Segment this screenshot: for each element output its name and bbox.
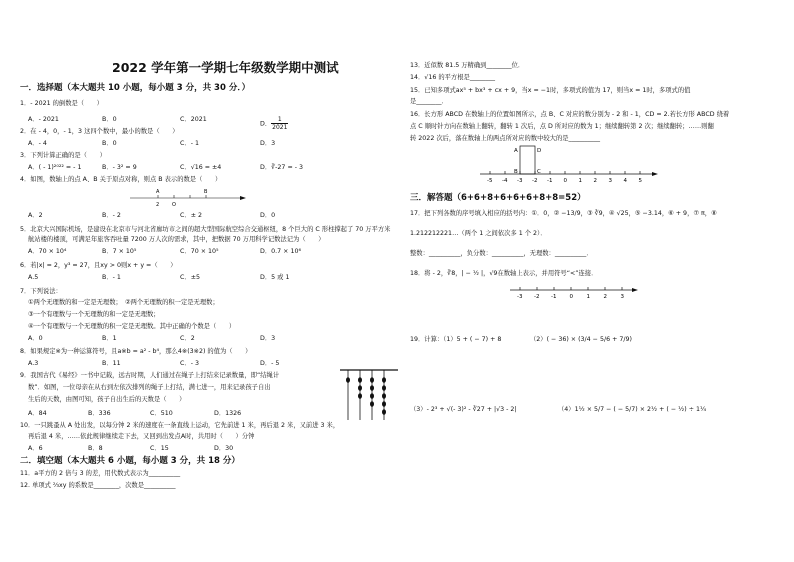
question-16-cont-2: 转 2022 次后，落在数轴上的两点所对应的数中较大的是__________ bbox=[410, 135, 601, 142]
q16-tick-label-9: 4 bbox=[623, 178, 627, 184]
question-17-answers: 整数：__________，负分数：__________，无理数：__________． bbox=[410, 250, 593, 257]
q5-option-c: C．70 × 10⁵ bbox=[180, 248, 219, 255]
q10-option-d: D．30 bbox=[214, 445, 234, 452]
q4-option-c: C．± 2 bbox=[180, 212, 202, 219]
q4-label-b: B bbox=[204, 189, 208, 195]
question-19-part-1: 19．计算：（1）5 + ( − 7) + 8 bbox=[410, 336, 502, 343]
q6-option-d: D．5 或 1 bbox=[260, 274, 290, 281]
q18-number-line bbox=[510, 282, 640, 302]
q1-option-c: C．2021 bbox=[180, 116, 207, 123]
q8-option-c: C．- 3 bbox=[180, 360, 199, 367]
q9-option-c: C．510 bbox=[150, 410, 173, 417]
q16-label-b: B bbox=[514, 169, 518, 175]
q16-rectangle-number-line bbox=[480, 142, 660, 186]
q2-option-d: D．3 bbox=[260, 140, 276, 147]
q7-option-b: B．1 bbox=[102, 335, 117, 342]
question-9-cont: 数”．如图，一位母亲在从右到左依次排列的绳子上打结，满七进一，用来记录孩子自出 bbox=[28, 384, 271, 391]
page-title: 2022 学年第一学期七年级数学期中测试 bbox=[112, 60, 339, 75]
q3-option-c: C．√16 = ±4 bbox=[180, 164, 222, 171]
q18-tick-label-2: -1 bbox=[551, 294, 557, 300]
q16-tick-label-8: 3 bbox=[608, 178, 612, 184]
question-8: 8．如果规定※为一种运算符号，且a※b = a² - b⁴，那么4※(3※2) 的值为（ ） bbox=[20, 348, 252, 355]
question-1: 1．- 2021 的倒数是（ ） bbox=[20, 100, 103, 107]
q4-number-line bbox=[128, 186, 248, 208]
q4-label-o: O bbox=[172, 202, 176, 208]
q7-item-2: ③一个有理数与一个无理数的和一定是无理数； bbox=[28, 311, 160, 318]
q8-option-a: A.3 bbox=[28, 360, 39, 367]
q18-tick-label-1: -2 bbox=[534, 294, 540, 300]
question-11: 11．a平方的 2 倍与 3 的差，用代数式表示为__________ bbox=[20, 470, 181, 477]
question-18: 18．将 - 2，∛8，| − ½ |，√9在数轴上表示，并用符号“<”连接． bbox=[410, 270, 598, 277]
question-19-part-3: （3）- 2³ + √(- 3)² - ∛27 + |√3 - 2| bbox=[410, 406, 517, 413]
q9-option-d: D．1326 bbox=[214, 410, 242, 417]
q7-option-c: C．2 bbox=[180, 335, 195, 342]
q1-fraction: $\frac{1}{2021}$ bbox=[272, 116, 288, 131]
question-6: 6．若|x| = 2，y³ = 27，且xy > 0则x + y =（ ） bbox=[20, 262, 177, 269]
q3-option-b: B．- 3² = 9 bbox=[102, 164, 137, 171]
q4-option-b: B．- 2 bbox=[102, 212, 121, 219]
q10-option-c: C．15 bbox=[150, 445, 169, 452]
q16-tick-label-2: -3 bbox=[517, 178, 523, 184]
question-19-part-2: （2）( − 36) × (3/4 − 5/6 + 7/9) bbox=[530, 336, 632, 343]
q5-option-d: D．0.7 × 10⁶ bbox=[260, 248, 301, 255]
q16-tick-label-7: 2 bbox=[593, 178, 597, 184]
section-3-heading: 三．解答题（6+6+8+6+6+6+8+8=52） bbox=[410, 193, 586, 203]
q4-option-a: A．2 bbox=[28, 212, 43, 219]
q8-option-d: D．- 5 bbox=[260, 360, 280, 367]
question-19-part-4: （4）1½ × 5/7 − ( − 5/7) × 2½ + ( − ½) ÷ 1¼ bbox=[558, 406, 707, 413]
q18-tick-label-4: 1 bbox=[586, 294, 590, 300]
q4-label-2: 2 bbox=[156, 202, 160, 208]
section-1-heading: 一．选择题（本大题共 10 小题，每小题 3 分，共 30 分．） bbox=[20, 83, 251, 93]
question-15: 15．已知多项式ax⁵ + bx³ + cx + 9，当x = −1时，多项式的值为 17，则当x = 1时，多项式的值 bbox=[410, 87, 691, 94]
question-5-cont: 航站楼的楼顶，可满足年旅客吞吐量 7200 万人次的需求，其中，把数据 70 万用科学记数法记为（ ） bbox=[28, 236, 325, 243]
q18-tick-label-3: 0 bbox=[569, 294, 573, 300]
section-2-heading: 二．填空题（本大题共 6 小题，每小题 3 分，共 18 分） bbox=[20, 456, 240, 466]
q7-option-d: D．3 bbox=[260, 335, 276, 342]
q16-tick-label-10: 5 bbox=[638, 178, 642, 184]
q6-option-c: C．±5 bbox=[180, 274, 200, 281]
question-9: 9．我国古代《易经》一书中记载，远古时期，人们通过在绳子上打结来记录数量，即“结绳计 bbox=[20, 372, 280, 379]
q16-tick-label-5: 0 bbox=[563, 178, 567, 184]
knotted-rope-figure bbox=[338, 366, 400, 424]
question-17-cont: 1.212212221…（两个 1 之间依次多 1 个 2）． bbox=[410, 230, 547, 237]
q6-option-a: A.5 bbox=[28, 274, 39, 281]
question-10: 10．一只跳蚤从 A 处出发，以每分钟 2 米的速度在一条直线上运动，它先前进 1 米，再后退 2 米，又前进 3 米， bbox=[20, 422, 340, 429]
question-12: 12. 单项式 ⅔xy 的系数是________，次数是__________ bbox=[20, 482, 176, 489]
q1-option-d: D． $\frac{1}{2021}$ bbox=[260, 116, 288, 131]
question-14: 14．√16 的平方根是________ bbox=[410, 74, 496, 81]
q9-option-b: B．336 bbox=[88, 410, 111, 417]
q18-tick-label-0: -3 bbox=[517, 294, 523, 300]
q3-option-a: A．( - 1)²⁰²² = - 1 bbox=[28, 164, 82, 171]
q7-option-a: A．0 bbox=[28, 335, 43, 342]
q16-tick-label-1: -4 bbox=[502, 178, 508, 184]
q1-option-a: A．- 2021 bbox=[28, 116, 59, 123]
question-5: 5．北京大兴国际机场，是建设在北京市与河北省廊坊市之间的超大型国际航空综合交通枢纽，8 个巨大的 C 形柱撑起了 70 万平方米 bbox=[20, 226, 391, 233]
q7-item-3: ④一个有理数与一个无理数的积一定是无理数。其中正确的个数是（ ） bbox=[28, 323, 236, 330]
question-7: 7．下列说法： bbox=[20, 288, 62, 295]
q7-item-1: ①两个无理数的和一定是无理数； ②两个无理数的积一定是无理数； bbox=[28, 299, 219, 306]
q5-option-b: B．7 × 10⁵ bbox=[102, 248, 137, 255]
question-16: 16．长方形 ABCD 在数轴上的位置如图所示，点 B、C 对应的数分别为 - 2 和 - 1，CD = 2.若长方形 ABCD 绕着 bbox=[410, 111, 730, 118]
question-3: 3．下列计算正确的是（ ） bbox=[20, 152, 106, 159]
question-15-cont: 是________． bbox=[410, 98, 448, 105]
q8-option-b: B．11 bbox=[102, 360, 121, 367]
q2-option-c: C．- 1 bbox=[180, 140, 199, 147]
question-9-cont-2: 生后的天数，由图可知，孩子自出生后的天数是（ ） bbox=[28, 396, 186, 403]
q16-tick-label-6: 1 bbox=[578, 178, 582, 184]
q16-label-c: C bbox=[537, 169, 541, 175]
q9-option-a: A．84 bbox=[28, 410, 47, 417]
q16-tick-label-0: -5 bbox=[487, 178, 493, 184]
question-13: 13．近似数 81.5 万精确到________位． bbox=[410, 62, 525, 69]
q16-tick-label-4: -1 bbox=[547, 178, 553, 184]
question-10-cont: 再后退 4 米，……依此规律继续走下去，又回到出发点A时，共用时（ ）分钟 bbox=[28, 433, 255, 440]
q18-tick-label-5: 2 bbox=[603, 294, 607, 300]
q16-tick-label-3: -2 bbox=[532, 178, 538, 184]
q16-label-d: D bbox=[537, 148, 542, 154]
q10-option-b: B．8 bbox=[88, 445, 103, 452]
q2-option-b: B．0 bbox=[102, 140, 117, 147]
q3-option-d: D．∛-27 = - 3 bbox=[260, 164, 304, 171]
question-16-cont: 点 C 顺时针方向在数轴上翻转，翻转 1 次后，点 D 所对应的数为 1；继续翻转第 2 次；继续翻转；……则翻 bbox=[410, 123, 714, 130]
q6-option-b: B．- 1 bbox=[102, 274, 121, 281]
q5-option-a: A．70 × 10⁴ bbox=[28, 248, 67, 255]
question-4: 4．如图，数轴上的点 A、B 关于原点对称，则点 B 表示的数是（ ） bbox=[20, 176, 222, 183]
q4-option-d: D．0 bbox=[260, 212, 276, 219]
question-2: 2．在 - 4，0，- 1，3 这四个数中，最小的数是（ ） bbox=[20, 128, 179, 135]
q4-label-a: A bbox=[156, 189, 160, 195]
q18-tick-label-6: 3 bbox=[620, 294, 624, 300]
q10-option-a: A．6 bbox=[28, 445, 43, 452]
question-17: 17．把下列各数的序号填入相应的括号内：①．0，② −13/9，③ ∛9，④ √25，⑤ −3.14，⑥ + 9，⑦ π，⑧ bbox=[410, 210, 717, 217]
q1-option-b: B．0 bbox=[102, 116, 117, 123]
q16-label-a: A bbox=[514, 148, 518, 154]
q2-option-a: A．- 4 bbox=[28, 140, 47, 147]
